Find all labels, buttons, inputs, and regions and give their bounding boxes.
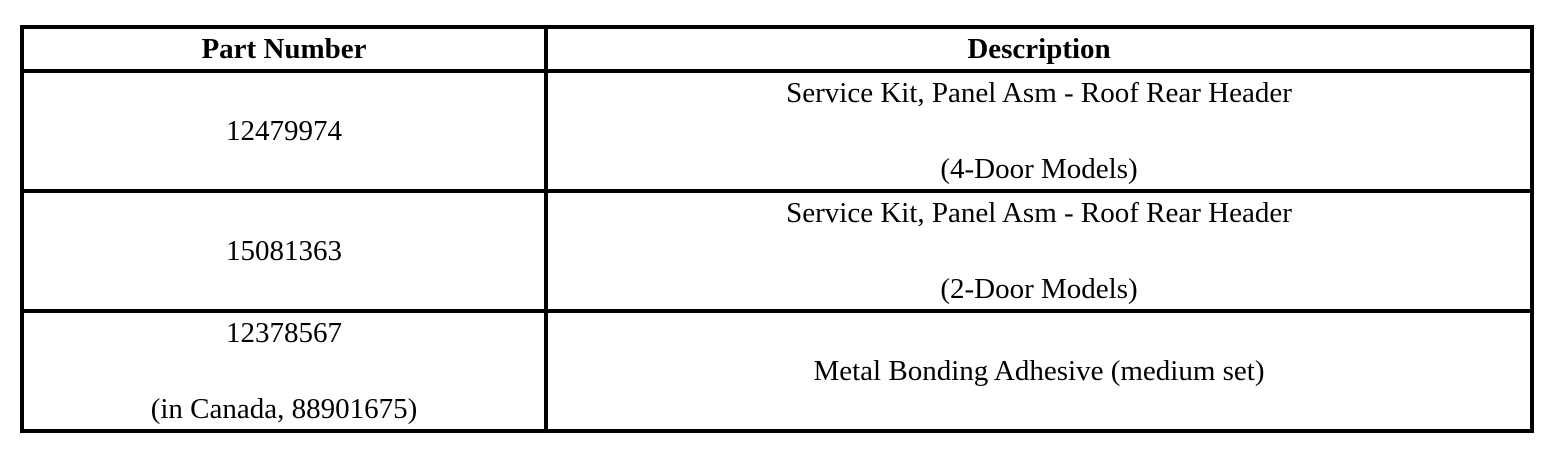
line-spacer — [548, 232, 1530, 270]
line-spacer — [24, 352, 544, 390]
description-line: Service Kit, Panel Asm - Roof Rear Header — [786, 77, 1292, 109]
part-number-cell — [22, 311, 546, 431]
description-line: (4-Door Models) — [940, 153, 1138, 185]
table-row — [22, 311, 1532, 431]
part-number-cell — [22, 191, 546, 311]
description-cell — [546, 71, 1532, 191]
description-line: Metal Bonding Adhesive (medium set) — [813, 355, 1265, 387]
table-row — [22, 191, 1532, 311]
line-spacer — [548, 112, 1530, 150]
header-part-number: Part Number — [22, 27, 546, 71]
table-row — [22, 71, 1532, 191]
part-number: 15081363 — [226, 235, 342, 267]
part-number-cell — [22, 71, 546, 191]
description-cell — [546, 191, 1532, 311]
description-line: (2-Door Models) — [940, 273, 1138, 305]
header-description: Description — [546, 27, 1532, 71]
part-number-canada-note: (in Canada, 88901675) — [150, 393, 418, 425]
part-number: 12378567 — [226, 317, 342, 349]
header-row — [22, 27, 1532, 71]
part-number: 12479974 — [226, 115, 342, 147]
description-line: Service Kit, Panel Asm - Roof Rear Header — [786, 197, 1292, 229]
description-cell — [546, 311, 1532, 431]
parts-table — [20, 25, 1534, 433]
